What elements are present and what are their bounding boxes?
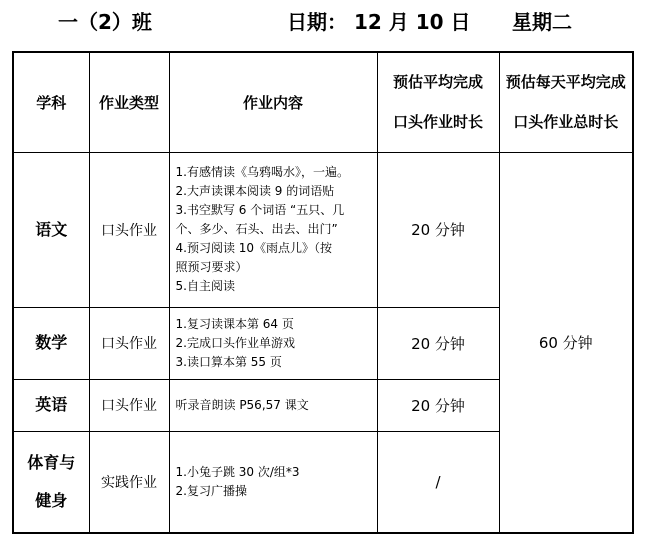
content-cell [169,307,377,379]
time-cell: 20 分钟 [377,152,499,307]
content-line: 2.复习广播操 [175,483,247,498]
content-line: 个、多少、石头、出去、出门” [175,222,338,236]
content-line: 3.读口算本第 55 页 [175,354,282,369]
header-row [13,52,633,152]
header-total-time-line1: 预估每天平均完成 [505,73,626,92]
subject-line2: 健身 [35,490,68,510]
header-total-time [499,52,633,152]
subject-cell [13,431,89,533]
type-cell: 口头作业 [89,379,169,431]
time-cell: / [377,431,499,533]
time-cell: 20 分钟 [377,379,499,431]
content-cell [169,379,377,431]
content-line: 2.大声读课本阅读 9 的词语贴 [175,184,335,198]
content-line: 1.复习读课本第 64 页 [175,316,294,331]
header-content: 作业内容 [169,52,377,152]
header-avg-time-line2: 口头作业时长 [392,113,483,132]
type-cell: 口头作业 [89,307,169,379]
content-cell [169,152,377,307]
table-row-chinese [13,152,633,307]
header-subject: 学科 [13,52,89,152]
content-line: 3.书空默写 6 个词语 “五只、几 [175,203,345,217]
content-line: 1.小兔子跳 30 次/组*3 [175,464,300,479]
content-line: 照预习要求） [175,260,248,274]
date-label: 日期： 12 月 10 日 [287,10,471,34]
content-cell [169,431,377,533]
header-type: 作业类型 [89,52,169,152]
type-cell: 口头作业 [89,152,169,307]
subject-line1: 体育与 [27,452,76,472]
homework-table [12,51,634,534]
content-line: 听录音朗读 P56,57 课文 [175,397,309,412]
time-cell: 20 分钟 [377,307,499,379]
content-line: 1.有感情读《乌鸦喝水》，一遍。 [175,165,349,179]
content-line: 5.自主阅读 [175,279,235,293]
content-line: 4.预习阅读 10《雨点儿》（按 [175,241,333,255]
header-avg-time [377,52,499,152]
total-time-cell: 60 分钟 [499,152,633,533]
content-line: 2.完成口头作业单游戏 [175,335,295,350]
subject-cell: 语文 [13,152,89,307]
page-header [0,6,647,38]
subject-cell: 数学 [13,307,89,379]
header-total-time-line2: 口头作业总时长 [513,113,619,132]
weekday-label: 星期二 [512,10,572,34]
class-name: 一（2）班 [58,10,152,34]
type-cell: 实践作业 [89,431,169,533]
header-avg-time-line1: 预估平均完成 [392,73,483,92]
subject-cell: 英语 [13,379,89,431]
